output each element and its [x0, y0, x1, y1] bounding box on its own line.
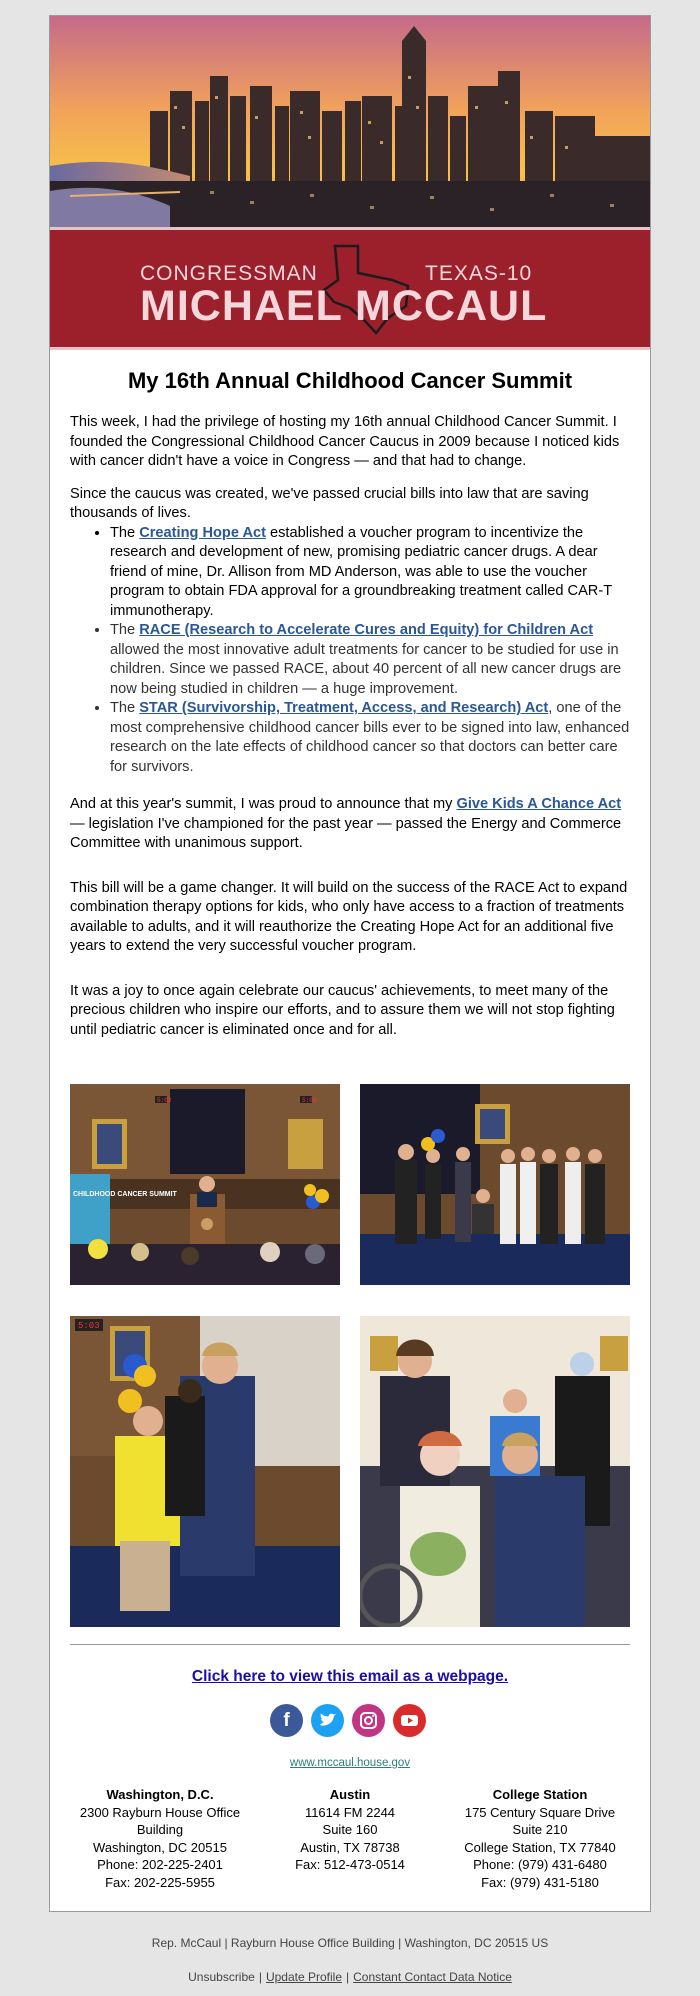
divider	[70, 1644, 630, 1645]
social-links	[270, 1704, 430, 1738]
child-with-congressman-photo	[360, 1316, 630, 1627]
paragraph-summit	[70, 795, 630, 854]
website-link[interactable]: www.mccaul.house.gov	[289, 1757, 411, 1769]
office-line: Fax: (979) 431-5180	[481, 1874, 599, 1890]
bullet-text: established a voucher program to incentivize the research and development of new, promising pediatric cancer drugs. A dear friend of mine, Dr. Allison from MD Anderson, was able to use the voucher program to obtain FDA approval for a groundbreaking treatment called CAR-T immunotherapy.	[110, 524, 612, 619]
office-line: Fax: 512-473-0514	[295, 1857, 405, 1872]
list-item	[110, 524, 630, 622]
congressman-label: CONGRESSMAN	[140, 262, 318, 285]
office-name: Washington, D.C.	[106, 1787, 214, 1802]
congressman-banner	[50, 227, 650, 350]
paragraph-joy: It was a joy to once again celebrate our caucus' achievements, to meet many of the precious children who inspire our efforts, and to assure them we will not stop fighting until pediatric cancer is eliminated once and for all.	[70, 982, 615, 1038]
paragraph-caucus: Since the caucus was created, we've passed crucial bills into law that are saving thousands of lives.	[70, 485, 589, 521]
footer-links	[0, 1970, 700, 1984]
separator: |	[346, 1970, 350, 1984]
office-line: Austin, TX 78738	[300, 1839, 400, 1855]
office-line: Phone: (979) 431-6480	[473, 1857, 607, 1872]
bullet-text: The	[110, 700, 140, 716]
office-line: Building	[136, 1822, 184, 1837]
star-act-link[interactable]: STAR (Survivorship, Treatment, Access, and Research) Act	[139, 700, 549, 716]
office-line: 11614 FM 2244	[304, 1804, 396, 1820]
office-college-station	[450, 1786, 630, 1891]
instagram-icon[interactable]	[352, 1704, 385, 1737]
office-name: College Station	[492, 1787, 588, 1802]
office-line: Fax: 202-225-5955	[105, 1874, 215, 1890]
bills-list	[70, 524, 630, 778]
office-name: Austin	[329, 1787, 371, 1802]
office-line: Suite 160	[322, 1822, 378, 1837]
bullet-text: , one of the most comprehensive childhood cancer bills ever to be signed into law, enhanced research on the late effects of childhood cancer so that doctors can better care for survivors.	[110, 700, 630, 775]
paragraph-text: — legislation I've championed for the past year — passed the Energy and Commerce Committee with unanimous support.	[70, 815, 622, 851]
paragraph-bill: This bill will be a game changer. It will build on the success of the RACE Act to expand combination therapy options for kids, who only have access to a fraction of treatments available to adults, and it will reauthorize the Creating Hope Act for an additional five years to extend the very successful voucher program.	[70, 879, 628, 954]
separator: |	[258, 1970, 262, 1984]
office-washington	[70, 1786, 250, 1891]
hug-photo	[70, 1316, 340, 1627]
sender-address: Rep. McCaul | Rayburn House Office Building | Washington, DC 20515 US	[151, 1936, 549, 1950]
office-austin	[260, 1786, 440, 1874]
article-body	[70, 413, 630, 1053]
twitter-icon[interactable]	[311, 1704, 344, 1737]
office-line: Suite 210	[512, 1822, 568, 1837]
data-notice-link[interactable]: Constant Contact Data Notice	[353, 1970, 512, 1984]
view-as-webpage-link[interactable]: Click here to view this email as a webpage.	[191, 1668, 509, 1685]
timer-display: 5:03	[302, 1097, 317, 1104]
congressman-name: MICHAEL MCCAUL	[140, 282, 548, 330]
summit-sign: CHILDHOOD CANCER SUMMIT	[73, 1191, 177, 1198]
bullet-text: allowed the most innovative adult treatments for cancer to be studied for use in children. Since we passed RACE, about 40 percent of all new cancer drugs are now being studied in children — a huge improvement.	[110, 641, 622, 697]
timer-display: 5:02	[157, 1097, 172, 1104]
race-act-link[interactable]: RACE (Research to Accelerate Cures and Equity) for Children Act	[139, 622, 594, 638]
email-card	[49, 15, 651, 1912]
paragraph-text: And at this year's summit, I was proud to announce that my	[70, 796, 457, 812]
youtube-icon[interactable]	[393, 1704, 426, 1737]
bullet-text: The	[110, 622, 140, 638]
office-line: Washington, DC 20515	[93, 1839, 227, 1855]
bullet-text: The	[110, 524, 140, 541]
austin-skyline-image	[50, 16, 650, 227]
facebook-icon[interactable]: f	[270, 1704, 303, 1737]
summit-podium-photo	[70, 1084, 340, 1285]
office-line: 2300 Rayburn House Office	[79, 1804, 241, 1820]
office-line: College Station, TX 77840	[464, 1839, 616, 1855]
district-label: TEXAS-10	[425, 262, 533, 285]
office-line: Phone: 202-225-2401	[97, 1857, 223, 1872]
office-line: 175 Century Square Drive	[464, 1804, 616, 1820]
timer-display: 5:03	[78, 1321, 100, 1331]
article-title: My 16th Annual Childhood Cancer Summit	[127, 368, 573, 393]
update-profile-link[interactable]: Update Profile	[265, 1970, 342, 1984]
creating-hope-act-link[interactable]: Creating Hope Act	[139, 524, 266, 541]
give-kids-a-chance-act-link[interactable]: Give Kids A Chance Act	[456, 796, 622, 812]
list-item	[110, 699, 630, 777]
paragraph-intro: This week, I had the privilege of hosting my 16th annual Childhood Cancer Summit. I founded the Congressional Childhood Cancer Caucus in 2009 because I noticed kids with cancer didn't have a voice in Congress — and that had to change.	[70, 414, 620, 469]
group-photo	[360, 1084, 630, 1285]
unsubscribe-link[interactable]: Unsubscribe	[188, 1970, 255, 1984]
list-item	[110, 621, 630, 699]
